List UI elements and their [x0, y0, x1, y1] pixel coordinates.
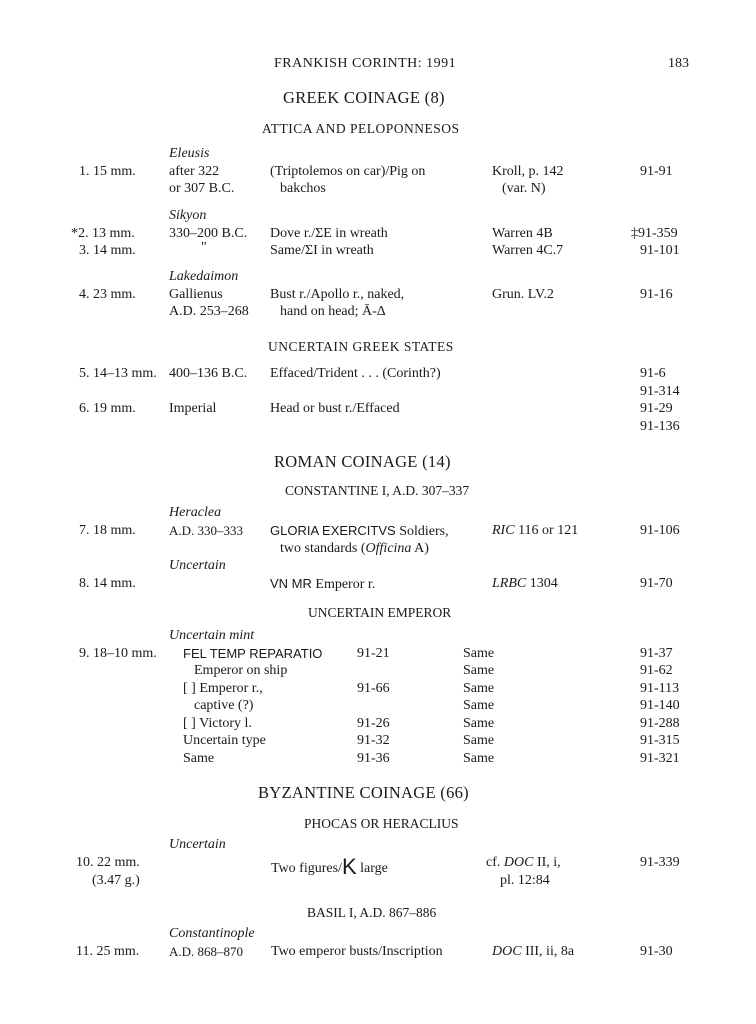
list-item-same: Same	[463, 751, 495, 766]
description: two standards (Officina A)	[280, 541, 429, 556]
inventory-number: 91-16	[640, 287, 673, 302]
weight: (3.47 g.)	[92, 873, 140, 888]
coin-legend: VN MR	[270, 576, 312, 591]
subheading-basil: BASIL I, A.D. 867–886	[307, 905, 437, 920]
section-heading-roman: ROMAN COINAGE (14)	[274, 452, 451, 471]
inventory-number: 91-29	[640, 401, 673, 416]
subheading-attica: ATTICA AND PELOPONNESOS	[262, 121, 460, 136]
inventory-number: 91-339	[640, 855, 680, 870]
list-item-same: Same	[463, 681, 495, 696]
list-item-inv2: 91-113	[640, 681, 680, 696]
mint-uncertain: Uncertain	[169, 558, 226, 573]
list-item-same: Same	[463, 716, 495, 731]
description: hand on head; Ā-Δ	[280, 304, 386, 319]
description: (Triptolemos on car)/Pig on	[270, 164, 426, 179]
inventory-number: 91-91	[640, 164, 673, 179]
catalog-number: 11. 25 mm.	[76, 944, 140, 959]
description: VN MR Emperor r.	[270, 576, 376, 592]
list-item-same: Same	[463, 698, 495, 713]
catalog-number: 6. 19 mm.	[79, 401, 136, 416]
date: A.D. 868–870	[169, 944, 244, 959]
reference: LRBC 1304	[492, 576, 558, 591]
reference: RIC 116 or 121	[492, 523, 579, 538]
mint-sikyon: Sikyon	[169, 208, 207, 223]
mint-heraclea: Heraclea	[169, 505, 222, 520]
catalog-number: 5. 14–13 mm.	[79, 366, 157, 381]
catalog-number: 8. 14 mm.	[79, 576, 136, 591]
date: Imperial	[169, 401, 217, 416]
date: after 322	[169, 164, 220, 179]
reference: Warren 4B	[492, 226, 553, 241]
list-item-inv: 91-36	[357, 751, 390, 766]
ditto-mark: "	[201, 240, 207, 255]
subheading-phocas: PHOCAS OR HERACLIUS	[304, 816, 459, 831]
reference: Grun. LV.2	[492, 287, 554, 302]
list-item-type: [ ] Victory l.	[183, 716, 252, 731]
catalog-number: *2. 13 mm.	[71, 226, 135, 241]
list-item-type: [ ] Emperor r.,	[183, 681, 263, 696]
description: GLORIA EXERCITVS Soldiers,	[270, 523, 449, 539]
inventory-number: 91-136	[640, 419, 680, 434]
list-item-type: Same	[183, 751, 215, 766]
list-item-inv2: 91-37	[640, 646, 673, 661]
inventory-number: 91-6	[640, 366, 666, 381]
list-item-inv2: 91-140	[640, 698, 680, 713]
date: or 307 B.C.	[169, 181, 235, 196]
reference: Kroll, p. 142	[492, 164, 564, 179]
reference: DOC III, ii, 8a	[492, 944, 575, 959]
mint-lakedaimon: Lakedaimon	[169, 269, 239, 284]
list-item-same: Same	[463, 663, 495, 678]
catalog-number: 3. 14 mm.	[79, 243, 136, 258]
large-k-glyph: K	[341, 854, 357, 879]
inventory-number: ‡91-359	[631, 226, 678, 241]
catalog-number: 10. 22 mm.	[76, 855, 140, 870]
inventory-number: 91-101	[640, 243, 680, 258]
mint-uncertain: Uncertain mint	[169, 628, 255, 643]
list-item-type: captive (?)	[194, 698, 254, 713]
page-number: 183	[668, 56, 689, 71]
mint-uncertain: Uncertain	[169, 837, 226, 852]
subheading-uncertain-greek: UNCERTAIN GREEK STATES	[268, 339, 454, 354]
section-heading-byzantine: BYZANTINE COINAGE (66)	[258, 783, 469, 802]
date: A.D. 253–268	[169, 304, 249, 319]
date: A.D. 330–333	[169, 523, 244, 538]
inventory-number: 91-30	[640, 944, 673, 959]
catalog-number: 4. 23 mm.	[79, 287, 136, 302]
list-item-inv2: 91-288	[640, 716, 680, 731]
list-item-inv2: 91-321	[640, 751, 680, 766]
date: 330–200 B.C.	[169, 226, 248, 241]
catalog-number: 7. 18 mm.	[79, 523, 136, 538]
list-item-type: Uncertain type	[183, 733, 266, 748]
list-item-type: Emperor on ship	[194, 663, 288, 678]
subheading-constantine: CONSTANTINE I, A.D. 307–337	[285, 483, 470, 498]
mint-constantinople: Constantinople	[169, 926, 255, 941]
coin-legend: GLORIA EXERCITVS	[270, 523, 396, 538]
catalog-number: 9. 18–10 mm.	[79, 646, 157, 661]
description: Same/ΣΙ in wreath	[270, 243, 374, 258]
inventory-number: 91-314	[640, 384, 680, 399]
section-heading-greek: GREEK COINAGE (8)	[283, 88, 445, 107]
list-item-inv: 91-66	[357, 681, 390, 696]
ruler: Gallienus	[169, 287, 223, 302]
reference: pl. 12:84	[500, 873, 550, 888]
list-item-inv2: 91-62	[640, 663, 673, 678]
description: Two figures/K large	[271, 854, 388, 879]
date: 400–136 B.C.	[169, 366, 248, 381]
list-item-same: Same	[463, 733, 495, 748]
subheading-uncertain-emperor: UNCERTAIN EMPEROR	[308, 605, 452, 620]
description: Dove r./ΣΕ in wreath	[270, 226, 388, 241]
description: Head or bust r./Effaced	[270, 401, 400, 416]
list-item-inv: 91-21	[357, 646, 390, 661]
reference: (var. N)	[502, 181, 546, 196]
description: bakchos	[280, 181, 326, 196]
description: Bust r./Apollo r., naked,	[270, 287, 405, 302]
inventory-number: 91-106	[640, 523, 680, 538]
list-item-inv2: 91-315	[640, 733, 680, 748]
list-item-inv: 91-32	[357, 733, 390, 748]
list-item-type: FEL TEMP REPARATIO	[183, 646, 323, 661]
reference: cf. DOC II, i,	[486, 855, 561, 870]
mint-eleusis: Eleusis	[169, 146, 210, 161]
list-item-inv: 91-26	[357, 716, 390, 731]
description: Two emperor busts/Inscription	[271, 944, 443, 959]
reference: Warren 4C.7	[492, 243, 564, 258]
list-item-same: Same	[463, 646, 495, 661]
catalog-number: 1. 15 mm.	[79, 164, 136, 179]
inventory-number: 91-70	[640, 576, 673, 591]
description: Effaced/Trident . . . (Corinth?)	[270, 366, 441, 381]
running-title: FRANKISH CORINTH: 1991	[274, 56, 457, 71]
